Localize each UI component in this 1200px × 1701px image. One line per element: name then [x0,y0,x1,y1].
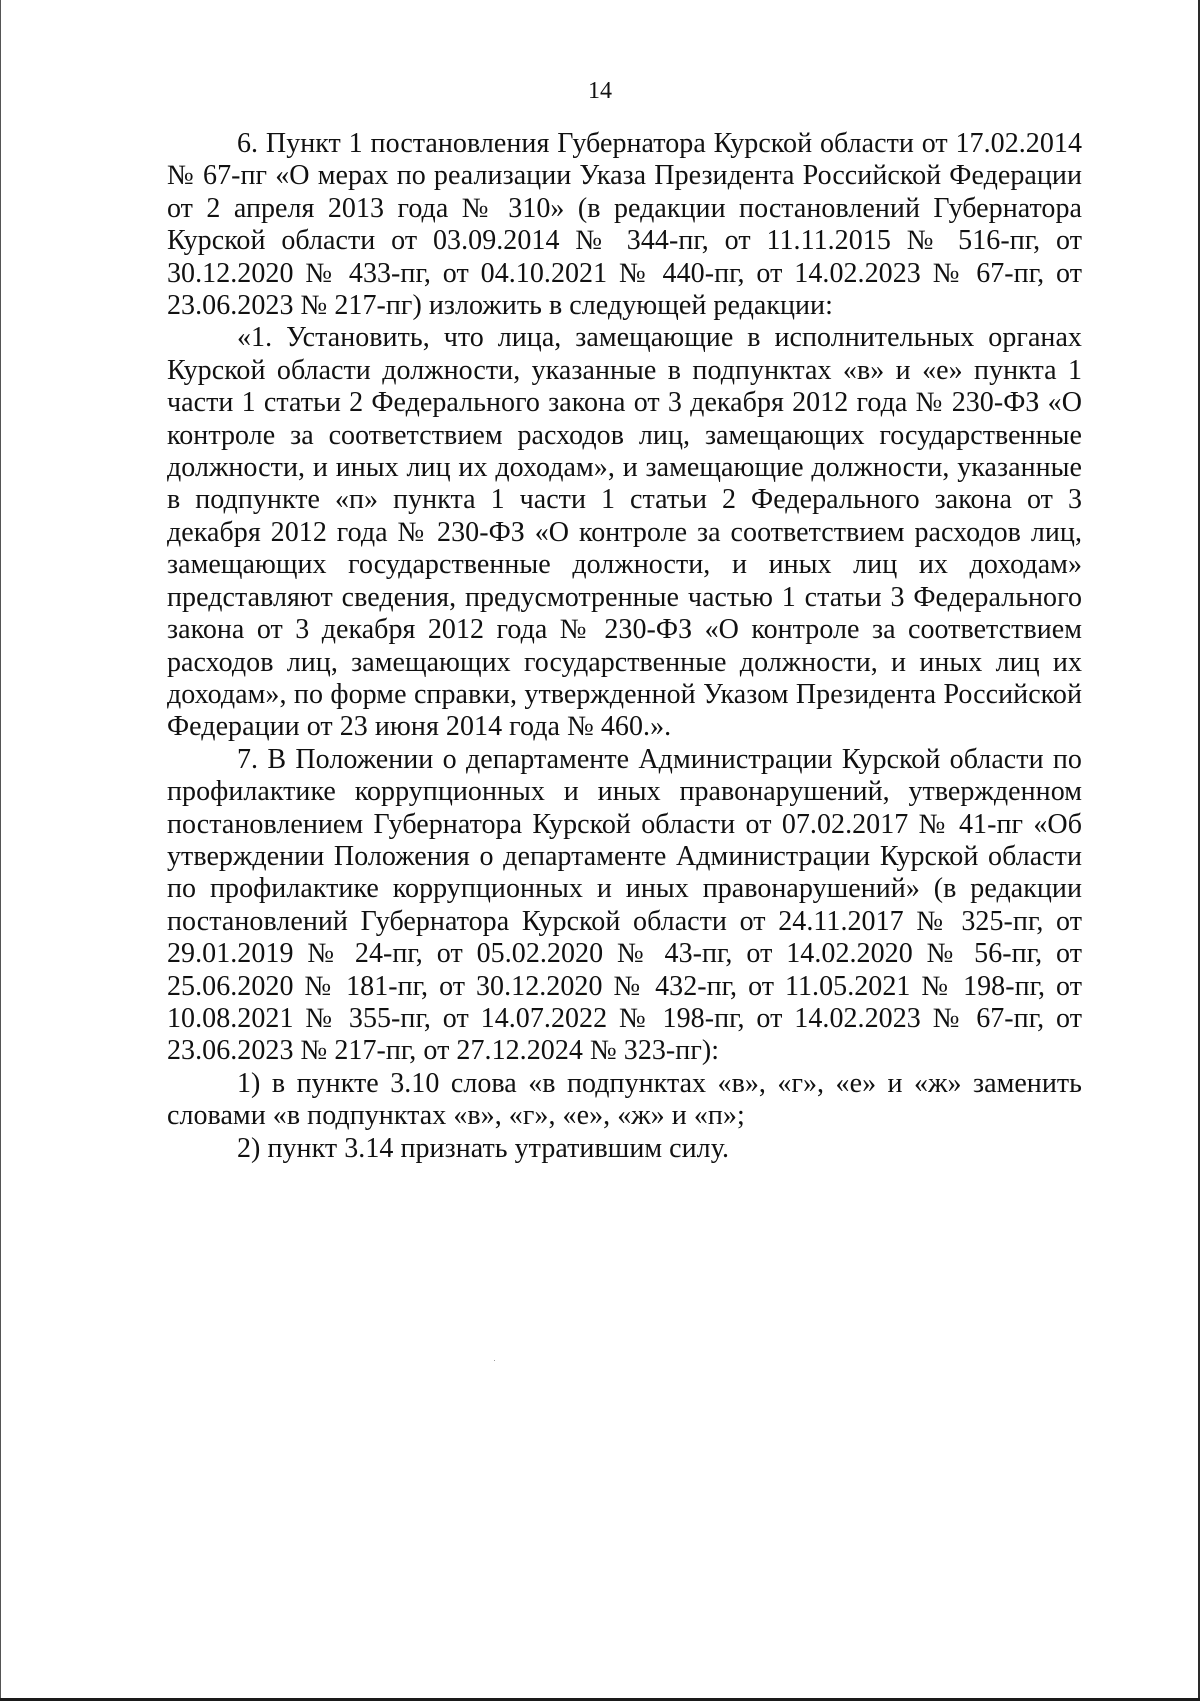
page-number: 14 [588,78,612,104]
document-body [167,128,1082,1165]
scan-artifact-dot [494,1360,495,1361]
paragraph-subitem-1: 1) в пункте 3.10 слова «в подпунктах «в», «г», «е» и «ж» заменить словами «в подпунктах «в», «г», «е», «ж» и «п»; [167,1067,1082,1132]
scan-edge-left [0,0,1,1701]
paragraph-subitem-2: 2) пункт 3.14 признать утратившим силу. [237,1132,730,1164]
paragraph-item-7: 7. В Положении о департаменте Администрации Курской области по профилактике коррупционных и иных правонарушений, утвержденном постановлением Губернатора Курской области от 07.02.2017 № 41-пг «Об утверждении Положения о департаменте Администрации Курской области по профилактике коррупционных и иных правонарушений» (в редакции постановлений Губернатора Курской области от 24.11.2017 № 325-пг, от 29.01.2019 № 24-пг, от 05.02.2020 № 43-пг, от 14.02.2020 № 56-пг, от 25.06.2020 № 181-пг, от 30.12.2020 № 432-пг, от 11.05.2021 № 198-пг, от 10.08.2021 № 355-пг, от 14.07.2022 № 198-пг, от 14.02.2023 № 67-пг, от 23.06.2023 № 217-пг, от 27.12.2024 № 323-пг): [167,743,1082,1067]
paragraph-item-6: 6. Пункт 1 постановления Губернатора Курской области от 17.02.2014 № 67-пг «О мерах по реализации Указа Президента Российской Федерации от 2 апреля 2013 года № 310» (в редакции постановлений Губернатора Курской области от 03.09.2014 № 344-пг, от 11.11.2015 № 516-пг, от 30.12.2020 № 433-пг, от 04.10.2021 № 440-пг, от 14.02.2023 № 67-пг, от 23.06.2023 № 217-пг) изложить в следующей редакции: [167,128,1082,322]
paragraph-new-edition-1: «1. Установить, что лица, замещающие в исполнительных органах Курской области должности, указанные в подпунктах «в» и «е» пункта 1 части 1 статьи 2 Федерального закона от 3 декабря 2012 года № 230-ФЗ «О контроле за соответствием расходов лиц, замещающих государственные должности, и иных лиц их доходам», и замещающие должности, указанные в подпункте «п» пункта 1 части 1 статьи 2 Федерального закона от 3 декабря 2012 года № 230-ФЗ «О контроле за соответствием расходов лиц, замещающих государственные должности, и иных лиц их доходам» представляют сведения, предусмотренные частью 1 статьи 3 Федерального закона от 3 декабря 2012 года № 230-ФЗ «О контроле за соответствием расходов лиц, замещающих государственные должности, и иных лиц их доходам», по форме справки, утвержденной Указом Президента Российской Федерации от 23 июня 2014 года № 460.». [167,322,1082,743]
